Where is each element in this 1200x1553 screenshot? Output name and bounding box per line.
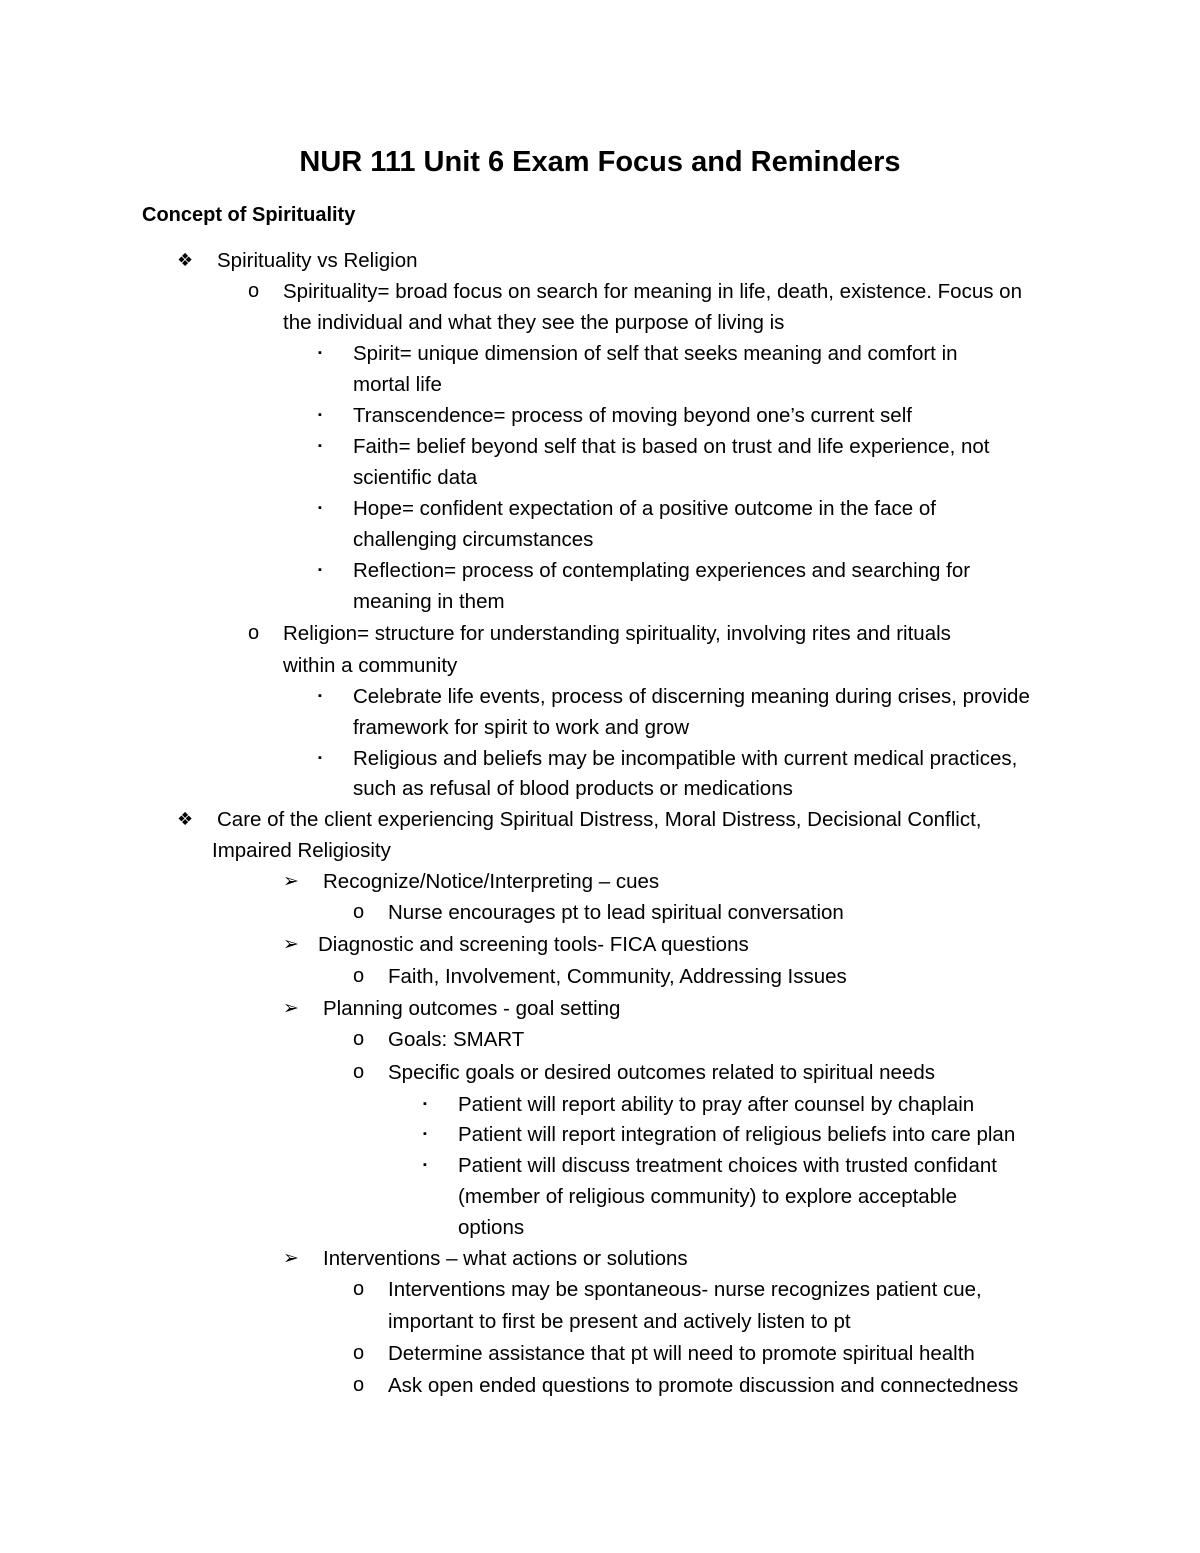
outline-line: (member of religious community) to explore acceptable <box>458 1185 958 1208</box>
outline-line: Spirituality vs Religion <box>217 249 418 272</box>
outline-line: Transcendence= process of moving beyond one’s current self <box>353 404 912 427</box>
outline-line: Reflection= process of contemplating experiences and searching for <box>353 559 971 582</box>
circle-bullet-icon: o <box>353 1374 365 1396</box>
arrow-bullet-icon: ➢ <box>283 1248 299 1269</box>
circle-bullet-icon: o <box>353 1342 365 1364</box>
outline-line: within a community <box>283 654 458 677</box>
square-bullet-icon: ▪ <box>318 347 322 359</box>
outline-line: meaning in them <box>353 590 505 613</box>
diamond-bullet-icon: ❖ <box>177 809 194 829</box>
outline-line: Faith, Involvement, Community, Addressing Issues <box>388 965 847 988</box>
outline-line: scientific data <box>353 466 478 489</box>
outline-line: Patient will report ability to pray after counsel by chaplain <box>458 1093 975 1116</box>
document-title: NUR 111 Unit 6 Exam Focus and Reminders <box>299 146 901 178</box>
outline-line: challenging circumstances <box>353 528 594 551</box>
outline-line: Impaired Religiosity <box>212 839 391 862</box>
square-bullet-icon: ▪ <box>423 1159 427 1171</box>
outline-line: Interventions may be spontaneous- nurse recognizes patient cue, <box>388 1278 982 1301</box>
outline-line: Spirituality= broad focus on search for meaning in life, death, existence. Focus on <box>283 280 1022 303</box>
outline-line: Planning outcomes - goal setting <box>323 997 621 1020</box>
square-bullet-icon: ▪ <box>318 564 322 576</box>
outline-line: Nurse encourages pt to lead spiritual conversation <box>388 901 844 924</box>
square-bullet-icon: ▪ <box>318 440 322 452</box>
circle-bullet-icon: o <box>353 965 365 987</box>
arrow-bullet-icon: ➢ <box>283 934 299 955</box>
diamond-bullet-icon: ❖ <box>177 250 194 270</box>
outline-line: Recognize/Notice/Interpreting – cues <box>323 870 660 893</box>
square-bullet-icon: ▪ <box>318 690 322 702</box>
arrow-bullet-icon: ➢ <box>283 998 299 1019</box>
outline-line: Spirit= unique dimension of self that seeks meaning and comfort in <box>353 342 958 365</box>
outline-line: Patient will discuss treatment choices with trusted confidant <box>458 1154 997 1177</box>
circle-bullet-icon: o <box>353 1061 365 1083</box>
section-heading: Concept of Spirituality <box>142 204 356 226</box>
outline-line: Hope= confident expectation of a positive outcome in the face of <box>353 497 936 520</box>
circle-bullet-icon: o <box>248 622 260 644</box>
outline-line: framework for spirit to work and grow <box>353 716 690 739</box>
outline-line: Specific goals or desired outcomes related to spiritual needs <box>388 1061 935 1084</box>
outline-line: such as refusal of blood products or medications <box>353 777 793 800</box>
circle-bullet-icon: o <box>353 1028 365 1050</box>
square-bullet-icon: ▪ <box>318 409 322 421</box>
square-bullet-icon: ▪ <box>318 502 322 514</box>
circle-bullet-icon: o <box>353 1278 365 1300</box>
outline-line: Goals: SMART <box>388 1028 525 1051</box>
outline-line: Determine assistance that pt will need to promote spiritual health <box>388 1342 975 1365</box>
outline-line: Religion= structure for understanding spirituality, involving rites and rituals <box>283 622 951 645</box>
outline-line: Celebrate life events, process of discerning meaning during crises, provide <box>353 685 1030 708</box>
outline-line: Faith= belief beyond self that is based on trust and life experience, not <box>353 435 990 458</box>
square-bullet-icon: ▪ <box>423 1098 427 1110</box>
outline-line: the individual and what they see the purpose of living is <box>283 311 785 334</box>
outline-line: Care of the client experiencing Spiritual Distress, Moral Distress, Decisional Conflict, <box>217 808 982 831</box>
outline-line: Patient will report integration of religious beliefs into care plan <box>458 1123 1016 1146</box>
outline-line: Religious and beliefs may be incompatible with current medical practices, <box>353 747 1018 770</box>
outline-line: Diagnostic and screening tools- FICA questions <box>318 933 749 956</box>
circle-bullet-icon: o <box>353 901 365 923</box>
outline-line: Interventions – what actions or solutions <box>323 1247 688 1270</box>
outline-line: options <box>458 1216 525 1239</box>
outline-line: important to first be present and actively listen to pt <box>388 1310 851 1333</box>
arrow-bullet-icon: ➢ <box>283 871 299 892</box>
outline-line: mortal life <box>353 373 442 396</box>
outline-line: Ask open ended questions to promote discussion and connectedness <box>388 1374 1019 1397</box>
square-bullet-icon: ▪ <box>318 752 322 764</box>
circle-bullet-icon: o <box>248 280 260 302</box>
square-bullet-icon: ▪ <box>423 1128 427 1140</box>
